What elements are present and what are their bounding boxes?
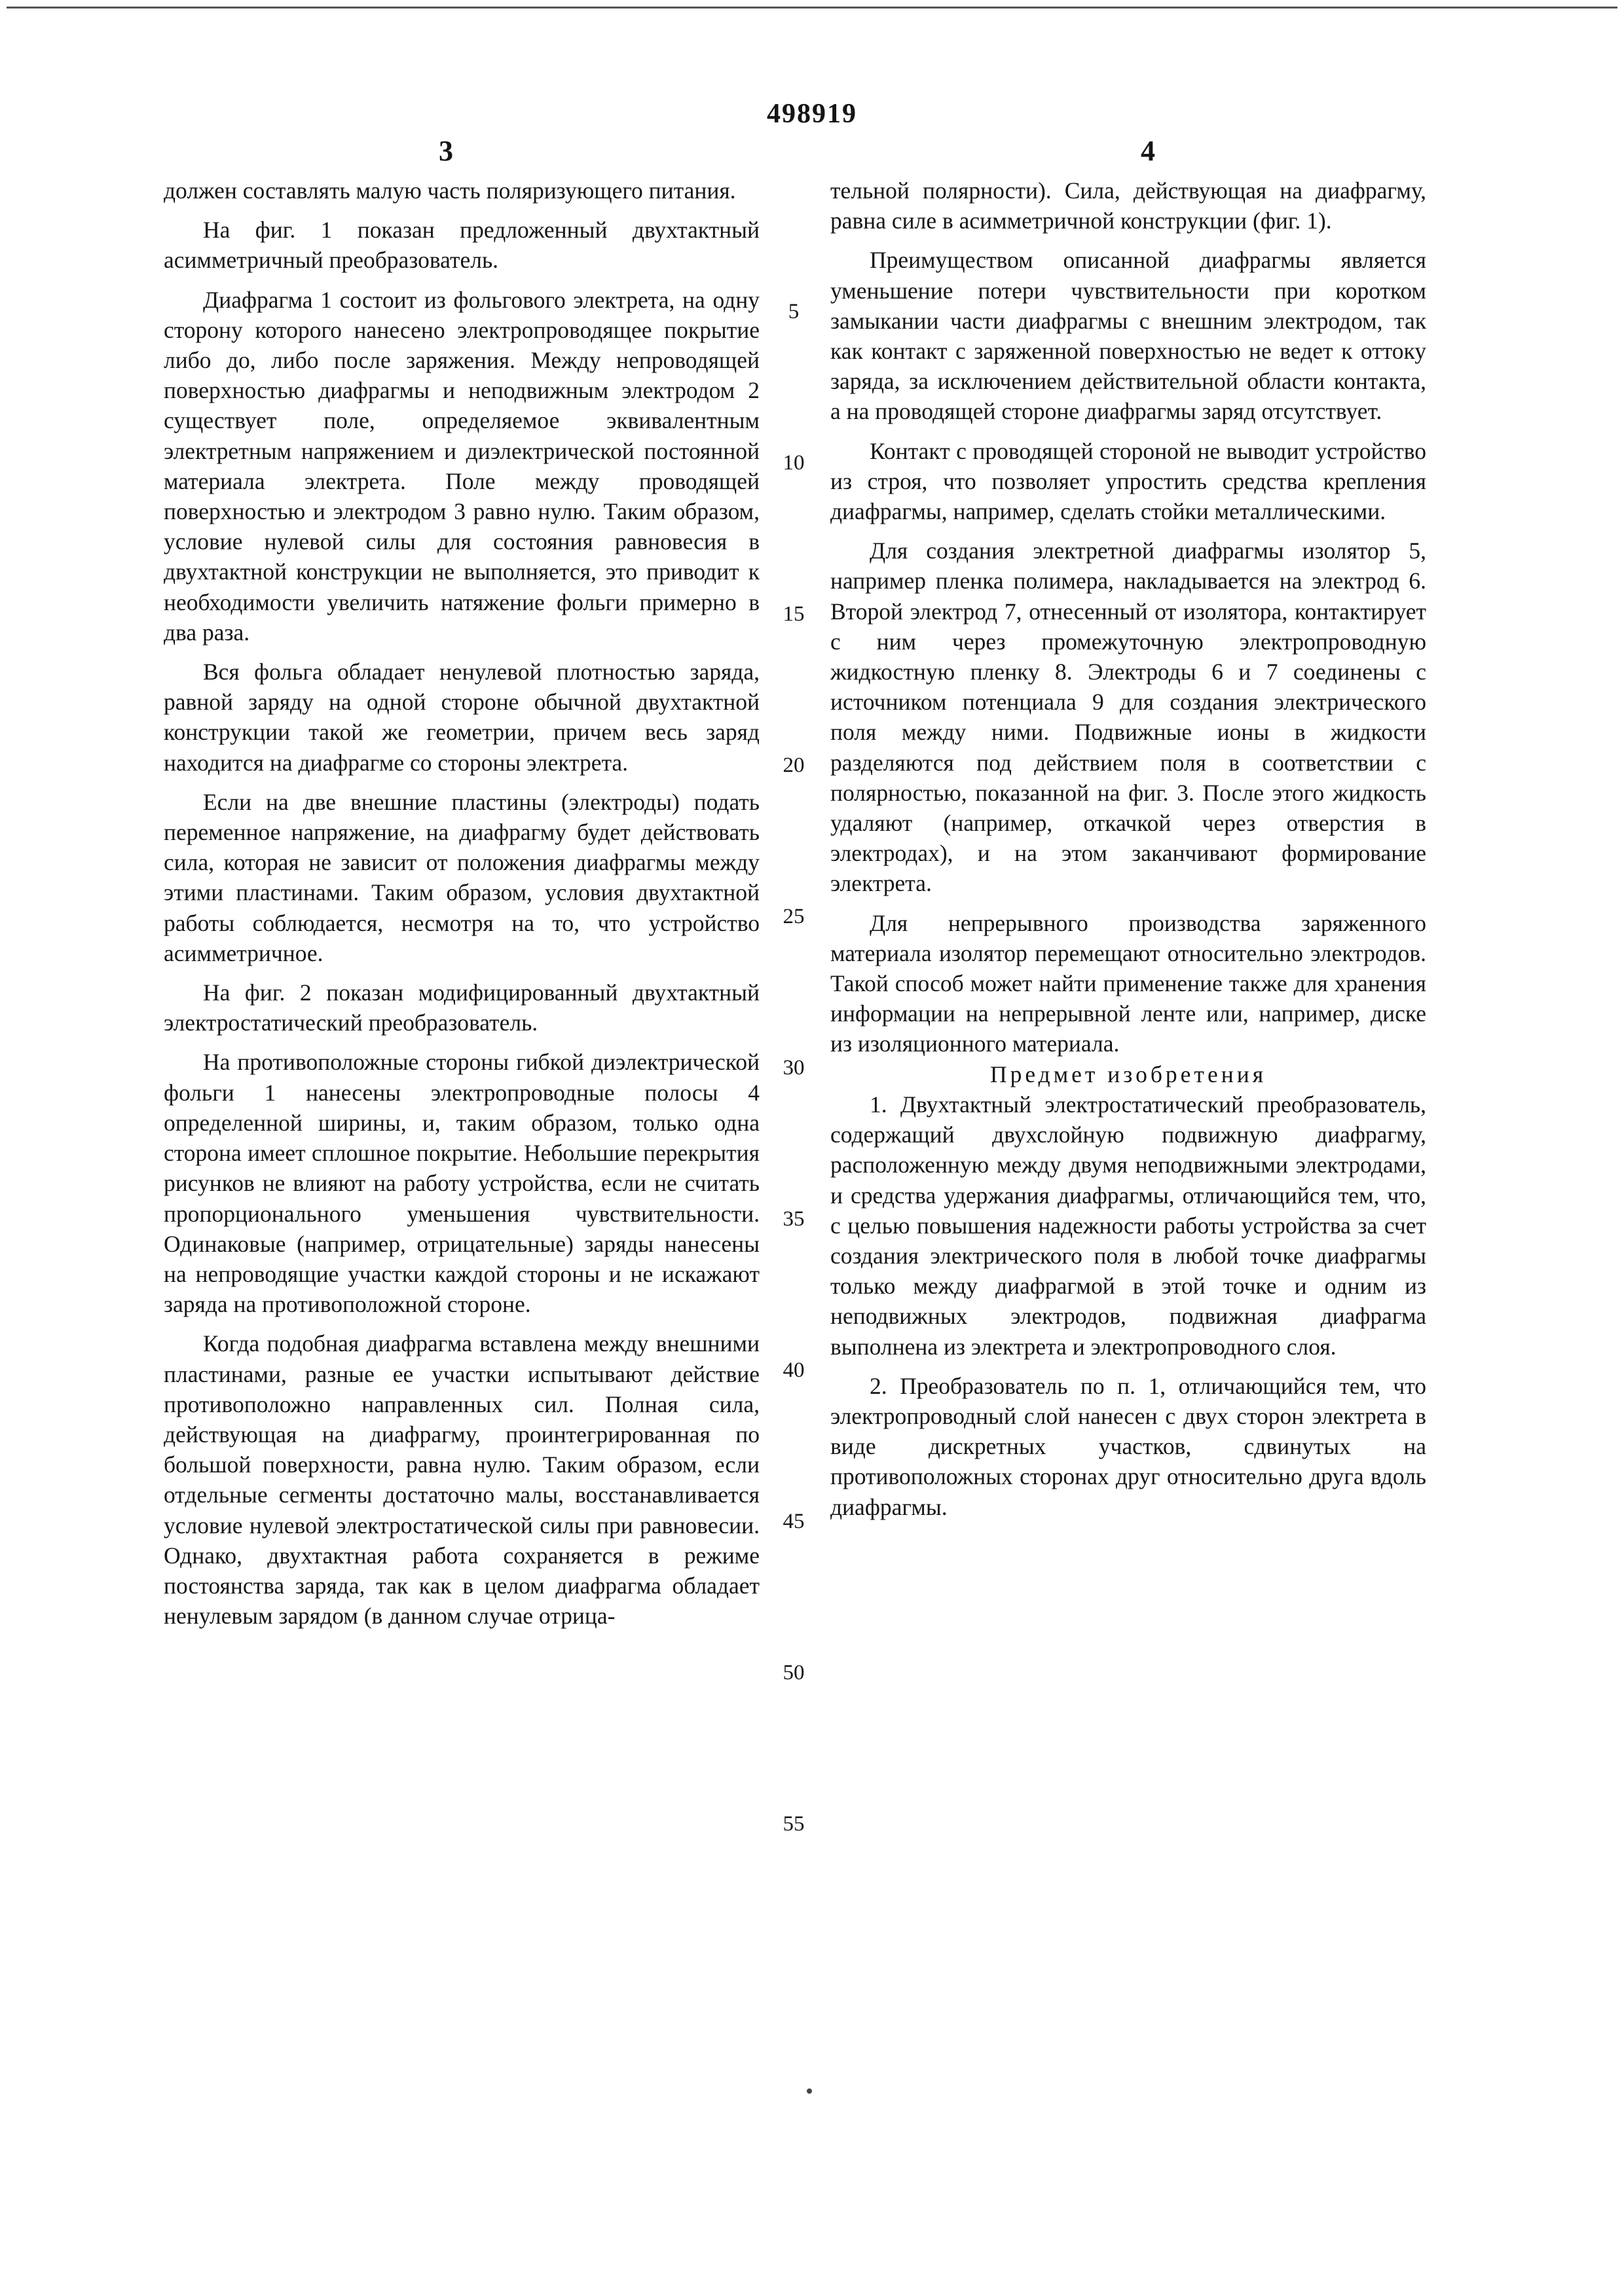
paragraph: должен составлять малую часть поляризующего питания. [164,177,736,204]
line-number: 25 [783,905,805,928]
paragraph: Контакт с проводящей стороной не выводит устройство из строя, что позволяет упростить средства крепления диафрагмы, например, сделать стойки металлическими. [830,437,1426,525]
line-number: 10 [783,451,805,475]
claims-heading: Предмет изобретения [989,1061,1267,1087]
page-number-right: 4 [1141,135,1155,167]
paragraph: Вся фольга обладает ненулевой плотностью заряда, равной заряду на одной стороне обычной двухтактной конструкции такой же геометрии, причем весь заряд находится на диафрагме со стороны электрета. [164,659,760,776]
paragraph: Для непрерывного производства заряженного материала изолятор перемещают относительно электродов. Такой способ может найти применение также для хранения информации на непрерывной ленте или, например, диске из изоляционного материала. [830,909,1426,1057]
page-number-left: 3 [439,135,453,167]
paragraph: На противоположные стороны гибкой диэлектрической фольги 1 нанесены электропроводные полосы 4 определенной ширины, и, таким образом, только одна сторона имеет сплошное покрытие. Небольшие перекрытия рисунков не влияют на работу устройства, если не считать пропорционального уменьшения чувствительности. Одинаковые (например, отрицательные) заряды нанесены на непроводящие участки каждой стороны и не искажают заряда на противоположной стороне. [164,1049,760,1318]
line-number: 20 [783,754,805,777]
line-number: 5 [788,300,800,323]
line-number: 55 [783,1812,805,1836]
line-number: 35 [783,1207,805,1231]
line-number: 15 [783,602,805,626]
paragraph: Если на две внешние пластины (электроды) подать переменное напряжение, на диафрагму будет действовать сила, которая не зависит от положения диафрагмы между этими пластинами. Таким образом, условия двухтактной работы соблюдается, несмотря на то, что устройство асимметричное. [164,788,760,966]
paragraph: Преимуществом описанной диафрагмы является уменьшение потери чувствительности при коротком замыкании части диафрагмы с внешним электродом, так как контакт с заряженной поверхностью не ведет к оттоку заряда, за исключением действительной области контакта, а на проводящей стороне диафрагмы заряд отсутствует. [830,247,1426,425]
line-number: 50 [783,1661,805,1685]
line-number: 45 [783,1510,805,1533]
document-number: 498919 [767,99,857,129]
paragraph: тельной полярности). Сила, действующая на диафрагму, равна силе в асимметричной конструкции (фиг. 1). [830,177,1426,234]
paragraph: Когда подобная диафрагма вставлена между внешними пластинами, разные ее участки испытывают действие противоположно направленных сил. Полная сила, действующая на диафрагму, проинтегрированная по большой поверхности, равна нулю. Таким образом, если отдельные сегменты достаточно малы, восстанавливается условие нулевой электростатической силы при равновесии. Однако, двухтактная работа сохраняется в режиме постоянства заряда, так как в целом диафрагма обладает ненулевым зарядом (в данном случае отрица- [164,1330,760,1630]
right-column [830,175,1426,1522]
line-number: 40 [783,1358,805,1382]
claim: 1. Двухтактный электростатический преобразователь, содержащий двухслойную подвижную диафрагму, расположенную между двумя неподвижными электродами, и средства удержания диафрагмы, отличающийся тем, что, с целью повышения надежности работы устройства за счет создания электрического поля в любой точке диафрагмы только между диафрагмой в этой точке и одним из неподвижных электродов, подвижная диафрагма выполнена из электрета и электропроводного слоя. [830,1091,1426,1360]
paragraph: На фиг. 1 показан предложенный двухтактный асимметричный преобразователь. [164,217,760,274]
paragraph: Для создания электретной диафрагмы изолятор 5, например пленка полимера, накладывается на электрод 6. Второй электрод 7, отнесенный от изолятора, контактирует с ним через промежуточную электропроводную жидкостную пленку 8. Электроды 6 и 7 соединены с источником потенциала 9 для создания электрического поля между ними. Подвижные ионы в жидкости разделяются под действием поля в соответствии с полярностью, показанной на фиг. 3. После этого жидкость удаляют (например, откачкой через отверстия в электродах), и на этом заканчивают формирование электрета. [830,538,1426,897]
line-number: 30 [783,1056,805,1080]
top-rule [7,7,1617,9]
paragraph: Диафрагма 1 состоит из фольгового электрета, на одну сторону которого нанесено электропроводящее покрытие либо до, либо после заряжения. Между непроводящей поверхностью диафрагмы и неподвижным электродом 2 существует поле, определяемое эквивалентным электретным напряжением и диэлектрической постоянной материала электрета. Поле между проводящей поверхностью и электродом 3 равно нулю. Таким образом, условие нулевой силы для состояния равновесия в двухтактной конструкции не выполняется, это приводит к необходимости увеличить натяжение фольги примерно в два раза. [164,286,760,646]
claim: 2. Преобразователь по п. 1, отличающийся тем, что электропроводный слой нанесен с двух сторон электрета в виде дискретных участков, сдвинутых на противоположных сторонах друг относительно друга вдоль диафрагмы. [830,1372,1426,1520]
paragraph: На фиг. 2 показан модифицированный двухтактный электростатический преобразователь. [164,979,760,1036]
left-column [164,175,760,1631]
scan-dot-mark [807,2088,812,2094]
